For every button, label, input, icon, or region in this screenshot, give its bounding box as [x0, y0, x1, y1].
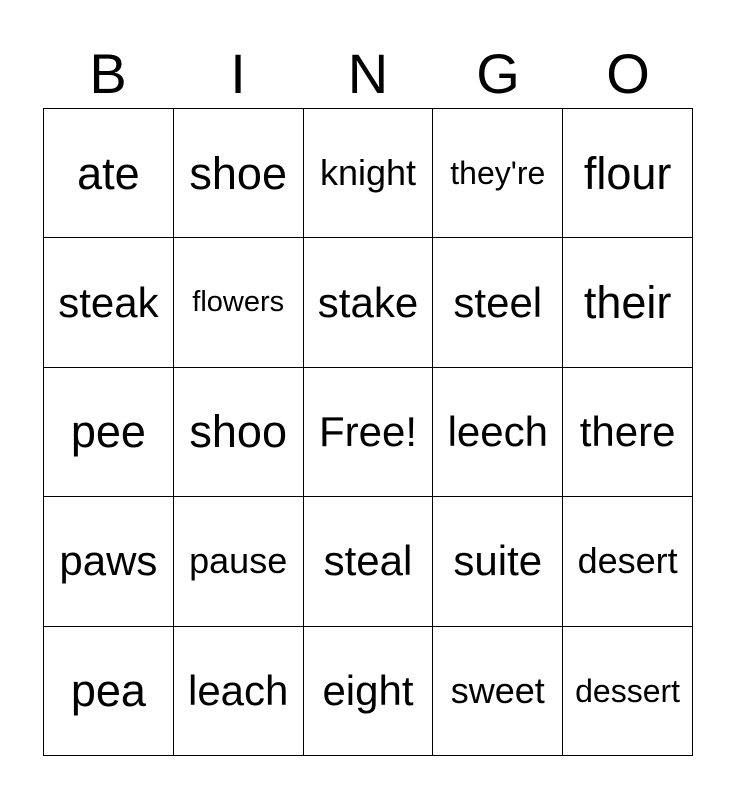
- bingo-cell[interactable]: steel: [433, 238, 563, 367]
- header-letter-n: N: [347, 42, 389, 105]
- bingo-header: [43, 40, 693, 108]
- bingo-cell[interactable]: sweet: [433, 627, 563, 756]
- bingo-cell[interactable]: dessert: [563, 627, 693, 756]
- bingo-cell[interactable]: shoe: [174, 109, 304, 238]
- bingo-board: [43, 108, 693, 756]
- bingo-cell[interactable]: there: [563, 368, 693, 497]
- bingo-cell[interactable]: suite: [433, 497, 563, 626]
- bingo-cell[interactable]: pee: [44, 368, 174, 497]
- header-letter-g: G: [476, 42, 520, 105]
- bingo-cell[interactable]: pea: [44, 627, 174, 756]
- bingo-cell[interactable]: flowers: [174, 238, 304, 367]
- bingo-cell[interactable]: steak: [44, 238, 174, 367]
- bingo-cell[interactable]: pause: [174, 497, 304, 626]
- bingo-cell[interactable]: they're: [433, 109, 563, 238]
- header-letter-o: O: [606, 42, 650, 105]
- bingo-cell[interactable]: knight: [304, 109, 434, 238]
- bingo-cell[interactable]: shoo: [174, 368, 304, 497]
- bingo-cell[interactable]: leech: [433, 368, 563, 497]
- bingo-cell[interactable]: leach: [174, 627, 304, 756]
- header-letter-b: B: [89, 42, 127, 105]
- bingo-cell[interactable]: flour: [563, 109, 693, 238]
- bingo-cell[interactable]: eight: [304, 627, 434, 756]
- bingo-cell[interactable]: their: [563, 238, 693, 367]
- free-space-cell[interactable]: Free!: [304, 368, 434, 497]
- bingo-cell[interactable]: steal: [304, 497, 434, 626]
- header-letter-i: I: [230, 42, 246, 105]
- bingo-cell[interactable]: ate: [44, 109, 174, 238]
- bingo-cell[interactable]: paws: [44, 497, 174, 626]
- bingo-cell[interactable]: stake: [304, 238, 434, 367]
- bingo-cell[interactable]: desert: [563, 497, 693, 626]
